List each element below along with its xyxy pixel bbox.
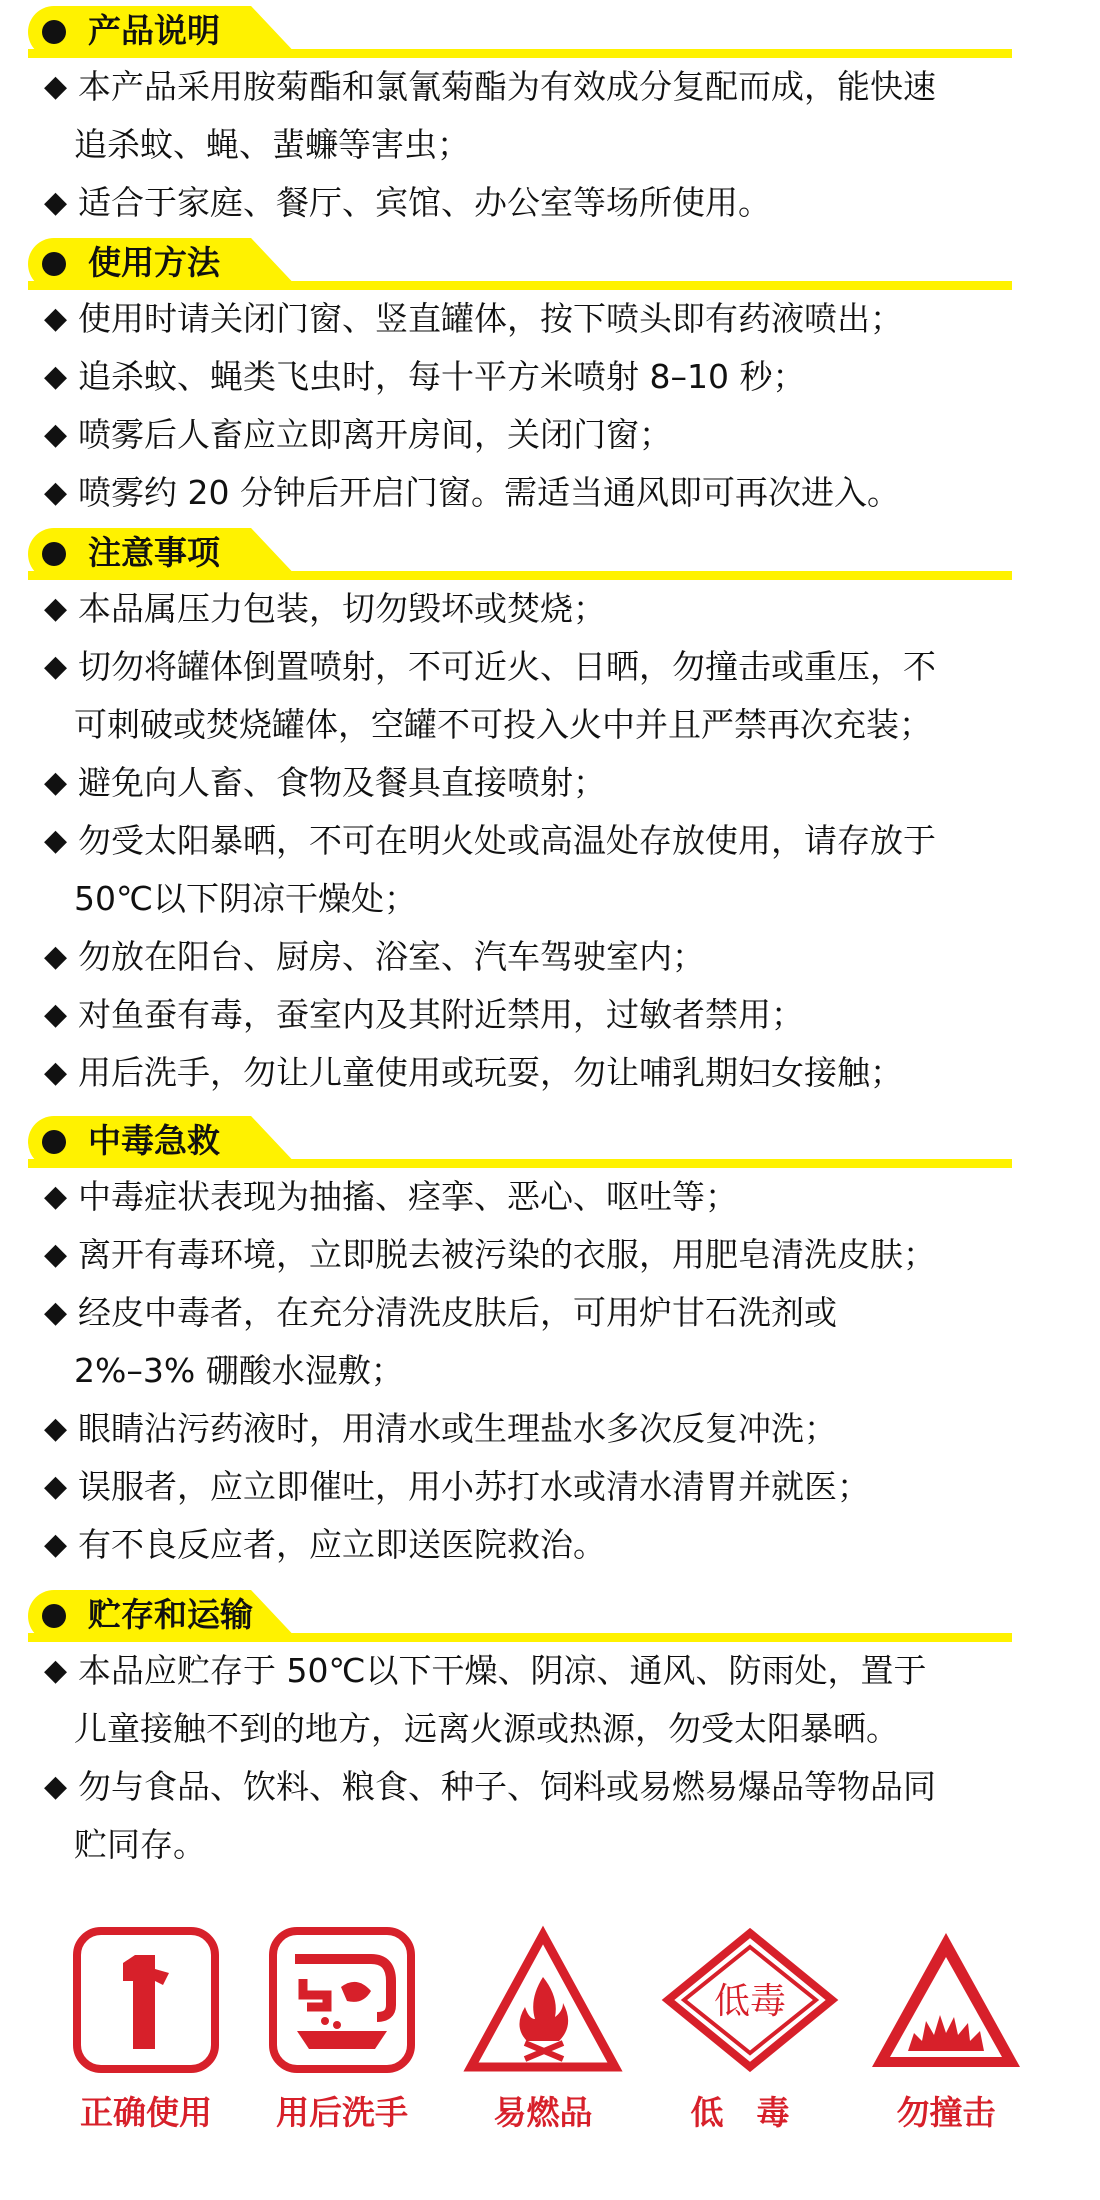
flammable-icon <box>463 1925 623 2075</box>
list-item: ◆ 眼睛沾污药液时，用清水或生理盐水多次反复冲洗； <box>0 1400 1100 1458</box>
section-precautions <box>0 528 1100 1102</box>
section-header <box>0 6 1100 58</box>
section-product-description <box>0 6 1100 232</box>
bullet-dot-icon <box>42 20 66 44</box>
diamond-bullet-icon: ◆ <box>44 1237 68 1272</box>
bullet-dot-icon <box>42 1130 66 1154</box>
list-item: ◆ 使用时请关闭门窗、竖直罐体，按下喷头即有药液喷出； <box>0 290 1100 348</box>
bullet-dot-icon <box>42 1604 66 1628</box>
diamond-bullet-icon: ◆ <box>44 1295 68 1330</box>
diamond-bullet-icon: ◆ <box>44 1653 68 1688</box>
item-list <box>0 1168 1100 1574</box>
icon-caption: 勿撞击 <box>896 2093 996 2132</box>
list-item: ◆ 适合于家庭、餐厅、宾馆、办公室等场所使用。 <box>0 174 1100 232</box>
list-item: ◆ 经皮中毒者，在充分清洗皮肤后，可用炉甘石洗剂或 2%–3% 硼酸水湿敷； <box>0 1284 1100 1400</box>
list-item: ◆ 本产品采用胺菊酯和氯氰菊酯为有效成分复配而成，能快速 追杀蚊、蝇、蜚蠊等害虫； <box>0 58 1100 174</box>
diamond-bullet-icon: ◆ <box>44 69 68 104</box>
diamond-bullet-icon: ◆ <box>44 417 68 452</box>
icon-caption: 正确使用 <box>80 2093 212 2132</box>
section-title: 中毒急救 <box>88 1121 220 1160</box>
item-list <box>0 58 1100 232</box>
section-header <box>0 238 1100 290</box>
icon-caption: 用后洗手 <box>276 2093 408 2132</box>
diamond-bullet-icon: ◆ <box>44 939 68 974</box>
icon-badge-text: 低毒 <box>713 1981 787 2022</box>
list-item: ◆ 对鱼蚕有毒，蚕室内及其附近禁用，过敏者禁用； <box>0 986 1100 1044</box>
list-item: ◆ 勿与食品、饮料、粮食、种子、饲料或易燃易爆品等物品同 贮同存。 <box>0 1758 1100 1874</box>
do-not-strike-pictogram <box>866 1925 1026 2132</box>
bullet-dot-icon <box>42 252 66 276</box>
correct-use-pictogram <box>66 1925 226 2132</box>
warning-icons-row <box>0 1925 1100 2155</box>
section-header <box>0 528 1100 580</box>
list-item: ◆ 误服者，应立即催吐，用小苏打水或清水清胃并就医； <box>0 1458 1100 1516</box>
icon-caption: 低 毒 <box>690 2093 790 2132</box>
diamond-bullet-icon: ◆ <box>44 301 68 336</box>
list-item: ◆ 离开有毒环境，立即脱去被污染的衣服，用肥皂清洗皮肤； <box>0 1226 1100 1284</box>
diamond-bullet-icon: ◆ <box>44 475 68 510</box>
section-usage <box>0 238 1100 522</box>
list-item: ◆ 勿放在阳台、厨房、浴室、汽车驾驶室内； <box>0 928 1100 986</box>
list-item: ◆ 本品属压力包装，切勿毁坏或焚烧； <box>0 580 1100 638</box>
correct-use-icon <box>71 1925 221 2075</box>
list-item: ◆ 本品应贮存于 50℃以下干燥、阴凉、通风、防雨处，置于 儿童接触不到的地方，远离火源或热源，勿受太阳暴晒。 <box>0 1642 1100 1758</box>
diamond-bullet-icon: ◆ <box>44 997 68 1032</box>
low-toxicity-pictogram <box>660 1925 820 2132</box>
diamond-bullet-icon: ◆ <box>44 1411 68 1446</box>
low-toxicity-icon <box>660 1925 840 2075</box>
section-first-aid <box>0 1116 1100 1574</box>
list-item: ◆ 有不良反应者，应立即送医院救治。 <box>0 1516 1100 1574</box>
list-item: ◆ 追杀蚊、蝇类飞虫时，每十平方米喷射 8–10 秒； <box>0 348 1100 406</box>
diamond-bullet-icon: ◆ <box>44 1055 68 1090</box>
list-item: ◆ 喷雾约 20 分钟后开启门窗。需适当通风即可再次进入。 <box>0 464 1100 522</box>
diamond-bullet-icon: ◆ <box>44 1527 68 1562</box>
list-item: ◆ 切勿将罐体倒置喷射，不可近火、日晒，勿撞击或重压，不 可刺破或焚烧罐体，空罐不可投入火中并且严禁再次充装； <box>0 638 1100 754</box>
diamond-bullet-icon: ◆ <box>44 591 68 626</box>
section-title: 贮存和运输 <box>88 1595 253 1634</box>
section-header <box>0 1590 1100 1642</box>
item-list <box>0 290 1100 522</box>
wash-hands-pictogram <box>262 1925 422 2132</box>
diamond-bullet-icon: ◆ <box>44 1769 68 1804</box>
diamond-bullet-icon: ◆ <box>44 1469 68 1504</box>
list-item: ◆ 勿受太阳暴晒，不可在明火处或高温处存放使用，请存放于 50℃以下阴凉干燥处； <box>0 812 1100 928</box>
item-list <box>0 1642 1100 1874</box>
impact-warning-icon <box>866 1925 1026 2075</box>
item-list <box>0 580 1100 1102</box>
section-title: 产品说明 <box>88 11 220 50</box>
diamond-bullet-icon: ◆ <box>44 185 68 220</box>
diamond-bullet-icon: ◆ <box>44 1179 68 1214</box>
icon-caption: 易燃品 <box>493 2093 593 2132</box>
list-item: ◆ 避免向人畜、食物及餐具直接喷射； <box>0 754 1100 812</box>
section-title: 使用方法 <box>88 243 220 282</box>
diamond-bullet-icon: ◆ <box>44 823 68 858</box>
section-title: 注意事项 <box>88 533 220 572</box>
list-item: ◆ 中毒症状表现为抽搐、痉挛、恶心、呕吐等； <box>0 1168 1100 1226</box>
flammable-pictogram <box>463 1925 623 2132</box>
wash-hands-icon <box>267 1925 417 2075</box>
diamond-bullet-icon: ◆ <box>44 649 68 684</box>
list-item: ◆ 用后洗手，勿让儿童使用或玩耍，勿让哺乳期妇女接触； <box>0 1044 1100 1102</box>
list-item: ◆ 喷雾后人畜应立即离开房间，关闭门窗； <box>0 406 1100 464</box>
diamond-bullet-icon: ◆ <box>44 359 68 394</box>
section-header <box>0 1116 1100 1168</box>
bullet-dot-icon <box>42 542 66 566</box>
section-storage-transport <box>0 1590 1100 1874</box>
diamond-bullet-icon: ◆ <box>44 765 68 800</box>
